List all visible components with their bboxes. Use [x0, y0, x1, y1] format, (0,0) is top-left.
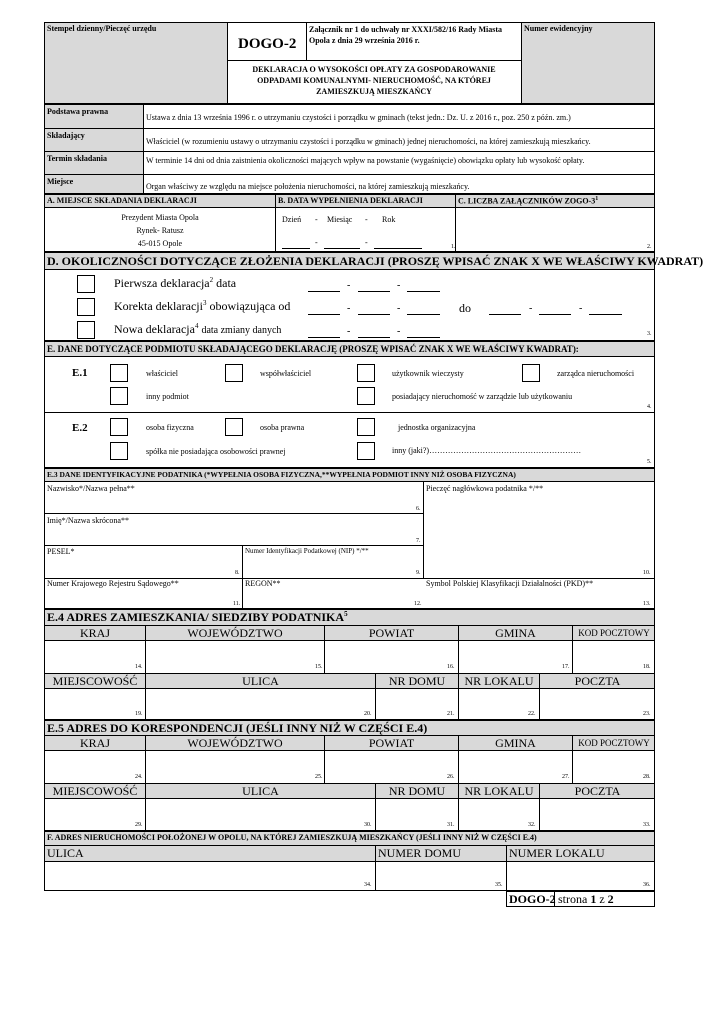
e1-label: E.1 — [72, 367, 88, 379]
house-number-label: NR DOMU — [388, 674, 446, 688]
divider — [44, 151, 655, 152]
first-declaration-day[interactable] — [308, 291, 340, 292]
first-declaration-checkbox[interactable] — [77, 275, 95, 293]
field-number: 12. — [414, 601, 422, 607]
divider — [306, 22, 307, 60]
town-label: MIEJSCOWOŚĆ — [52, 674, 138, 688]
change-date-year[interactable] — [407, 337, 440, 338]
divider — [44, 513, 423, 514]
coowner-checkbox[interactable] — [225, 364, 243, 382]
voivodeship-label: WOJEWÓDZTWO — [187, 626, 283, 640]
field-number: 18. — [643, 664, 651, 670]
section-e-title: E. DANE DOTYCZĄCE PODMIOTU SKŁADAJĄCEGO DEKLARACJĘ (PROSZĘ WPISAĆ ZNAK X WE WŁAŚCIWY KWADRAT): — [47, 344, 579, 354]
nip-field[interactable]: Numer Identyfikacji Podatkowej (NIP) */** — [245, 547, 369, 555]
correction-to-label: do — [459, 301, 471, 315]
date-month-input[interactable] — [324, 248, 360, 249]
perpetual-user-label: użytkownik wieczysty — [392, 369, 464, 378]
county-label: POWIAT — [368, 626, 415, 640]
corr-town-label: MIEJSCOWOŚĆ — [52, 784, 138, 798]
field-number: 5. — [647, 459, 652, 465]
info-text-place: Organ właściwy ze względu na miejsce położenia nieruchomości, na której zamieszkują mieszkańcy. — [146, 182, 470, 191]
divider — [44, 128, 655, 129]
divider — [44, 269, 655, 270]
partnership-label: spółka nie posiadająca osobowości prawnej — [146, 447, 286, 456]
field-number: 28. — [643, 774, 651, 780]
e2-label: E.2 — [72, 422, 88, 434]
info-label-place: Miejsce — [47, 177, 74, 186]
surname-field[interactable]: Nazwisko*/Nazwa pełna** — [47, 484, 135, 493]
field-number: 7. — [416, 538, 421, 544]
date-dash: - — [347, 303, 351, 314]
legal-person-label: osoba prawna — [260, 423, 305, 432]
divider — [143, 104, 144, 194]
field-number: 33. — [643, 822, 651, 828]
divider — [506, 845, 507, 891]
form-code: DOGO-2 — [238, 36, 297, 52]
correction-from-year[interactable] — [407, 314, 440, 315]
info-text-legal-basis: Ustawa z dnia 13 września 1996 r. o utrzymaniu czystości i porządku w gminach (tekst jedn.: Dz. U. z 2016 r., poz. 250 z późn. zm.) — [146, 113, 571, 122]
date-day-label: Dzień — [282, 215, 302, 224]
field-number: 9. — [416, 570, 421, 576]
section-d-title: D. OKOLICZNOŚCI DOTYCZĄCE ZŁOŻENIA DEKLARACJI (PROSZĘ WPISAĆ ZNAK X WE WŁAŚCIWY KWADRAT) — [47, 254, 704, 268]
field-number: 31. — [447, 822, 455, 828]
field-number: 21. — [447, 711, 455, 717]
first-name-field[interactable]: Imię*/Nazwa skrócona** — [47, 516, 129, 525]
other-type-input[interactable]: inny (jaki?)………………………………………………… — [392, 446, 582, 455]
new-declaration-checkbox[interactable] — [77, 321, 95, 339]
owner-label: właściciel — [146, 369, 178, 378]
correction-to-month[interactable] — [539, 314, 571, 315]
office-address-line3: 45-015 Opole — [137, 239, 183, 248]
field-number: 24. — [135, 774, 143, 780]
field-number: 4. — [647, 404, 652, 410]
field-number: 3. — [647, 331, 652, 337]
field-number: 8. — [235, 570, 240, 576]
corr-apartment-number-label: NR LOKALU — [464, 784, 534, 798]
pkd-field[interactable]: Symbol Polskiej Klasyfikacji Działalności (PKD)** — [426, 579, 594, 588]
apartment-number-label: NR LOKALU — [464, 674, 534, 688]
taxpayer-stamp-field[interactable]: Pieczęć nagłówkowa podatnika */** — [426, 484, 544, 493]
section-a-title: A. MIEJSCE SKŁADANIA DEKLARACJI — [47, 196, 197, 205]
form-title: DEKLARACJA O WYSOKOŚCI OPŁATY ZA GOSPODAROWANIE ODPADAMI KOMUNALNYMI- NIERUCHOMOŚĆ, NA KTÓREJ ZAMIESZKUJĄ MIESZKAŃCY — [252, 65, 496, 96]
field-number: 27. — [562, 774, 570, 780]
other-type-checkbox[interactable] — [357, 442, 375, 460]
corr-county-label: POWIAT — [368, 736, 415, 750]
krs-field[interactable]: Numer Krajowego Rejestru Sądowego** — [47, 579, 179, 588]
partnership-checkbox[interactable] — [110, 442, 128, 460]
change-date-day[interactable] — [308, 337, 340, 338]
date-dash: - — [579, 303, 583, 314]
info-label-deadline: Termin składania — [47, 154, 107, 163]
legal-person-checkbox[interactable] — [225, 418, 243, 436]
pesel-field[interactable]: PESEL* — [47, 547, 75, 556]
section-e4-title: E.4 ADRES ZAMIESZKANIA/ SIEDZIBY PODATNIKA$^5$ — [47, 610, 348, 624]
office-address-line1: Prezydent Miasta Opola — [121, 213, 199, 222]
commune-label: GMINA — [495, 626, 536, 640]
corr-postal-code-label: KOD POCZTOWY — [578, 738, 650, 748]
section-b-title: B. DATA WYPEŁNIENIA DEKLARACJI — [278, 196, 423, 205]
divider — [275, 194, 276, 252]
divider — [242, 545, 243, 609]
street-label: ULICA — [242, 674, 279, 688]
corr-street-label: ULICA — [242, 784, 279, 798]
coowner-label: współwłaściciel — [260, 369, 312, 378]
date-year-label: Rok — [382, 215, 396, 224]
date-day-input[interactable] — [282, 248, 310, 249]
info-label-legal-basis: Podstawa prawna — [47, 107, 109, 116]
stamp-label: Stempel dzienny/Pieczęć urzędu — [47, 24, 157, 33]
date-dash: - — [397, 303, 401, 314]
property-house-number-label: NUMER DOMU — [378, 846, 462, 860]
holder-label: posiadający nieruchomość w zarządzie lub użytkowaniu — [392, 392, 573, 401]
new-declaration-label: Nowa deklaracja$^4$ data zmiany danych — [114, 322, 282, 336]
date-dash: - — [397, 280, 401, 291]
divider — [44, 545, 423, 546]
natural-person-checkbox[interactable] — [110, 418, 128, 436]
correction-to-year[interactable] — [589, 314, 622, 315]
date-dash: - — [315, 215, 318, 224]
divider — [44, 207, 655, 208]
date-month-label: Miesiąc — [327, 215, 353, 224]
postal-code-label: KOD POCZTOWY — [578, 628, 650, 638]
footer-form-code: DOGO-2 — [509, 892, 556, 906]
field-number: 20. — [364, 711, 372, 717]
natural-person-label: osoba fizyczna — [146, 423, 194, 432]
divider — [44, 861, 655, 862]
corr-post-office-label: POCZTA — [574, 784, 621, 798]
field-number: 26. — [447, 774, 455, 780]
date-dash: - — [347, 326, 351, 337]
field-number: 22. — [528, 711, 536, 717]
field-number: 11. — [233, 601, 241, 607]
date-year-input[interactable] — [374, 248, 422, 249]
country-label: KRAJ — [79, 626, 110, 640]
field-number: 14. — [135, 664, 143, 670]
correction-from-day[interactable] — [308, 314, 340, 315]
date-dash: - — [365, 215, 368, 224]
field-number: 6. — [416, 506, 421, 512]
field-number: 30. — [364, 822, 372, 828]
first-declaration-label: Pierwsza deklaracja$^2$ data — [114, 276, 237, 290]
info-label-submitter: Składający — [47, 131, 85, 140]
divider — [375, 845, 376, 891]
field-number: 32. — [528, 822, 536, 828]
info-text-submitter: Właściciel (w rozumieniu ustawy o utrzymaniu czystości i porządku w gminach) jednej nieruchomości, na której zamieszkują mieszkańcy. — [146, 137, 591, 146]
page-indicator: strona 1 z 2 — [558, 892, 614, 906]
field-number: 36. — [643, 882, 651, 888]
date-dash: - — [315, 238, 318, 247]
corr-commune-label: GMINA — [495, 736, 536, 750]
field-number: 19. — [135, 711, 143, 717]
section-e5-title: E.5 ADRES DO KORESPONDENCJI (JEŚLI INNY NIŻ W CZĘŚCI E.4) — [47, 721, 428, 735]
date-dash: - — [529, 303, 533, 314]
corr-house-number-label: NR DOMU — [388, 784, 446, 798]
section-c-title: C. LICZBA ZAŁĄCZNIKÓW ZOGO-$3^1$ — [458, 196, 599, 206]
divider — [44, 356, 655, 357]
record-number-label: Numer ewidencyjny — [524, 24, 593, 33]
field-number: 2. — [647, 244, 652, 250]
field-number: 17. — [562, 664, 570, 670]
other-entity-label: inny podmiot — [146, 392, 189, 401]
owner-checkbox[interactable] — [110, 364, 128, 382]
field-number: 35. — [495, 882, 503, 888]
manager-label: zarządca nieruchomości — [557, 369, 635, 378]
divider — [44, 412, 655, 413]
date-dash: - — [347, 280, 351, 291]
correction-checkbox[interactable] — [77, 298, 95, 316]
divider — [44, 481, 655, 482]
divider — [227, 22, 228, 104]
field-number: 34. — [364, 882, 372, 888]
date-dash: - — [397, 326, 401, 337]
attachment-note: Załącznik nr 1 do uchwały nr XXXI/582/16 Rady Miasta Opola z dnia 29 września 2016 r. — [309, 25, 503, 45]
correction-label: Korekta deklaracji$^3$ obowiązująca od — [114, 299, 291, 313]
section-f-title: F. ADRES NIERUCHOMOŚCI POŁOŻONEJ W OPOLU, NA KTÓREJ ZAMIESZKUJĄ MIESZKAŃCY (JEŚLI INNY NIŻ W CZĘŚCI E.4) — [47, 833, 537, 842]
field-number: 13. — [643, 601, 651, 607]
post-office-label: POCZTA — [574, 674, 621, 688]
field-number: 16. — [447, 664, 455, 670]
date-dash: - — [365, 238, 368, 247]
divider — [423, 481, 424, 579]
correction-to-day[interactable] — [489, 314, 521, 315]
manager-checkbox[interactable] — [522, 364, 540, 382]
change-date-month[interactable] — [358, 337, 390, 338]
section-e3-title: E.3 DANE IDENTYFIKACYJNE PODATNIKA (*WYPEŁNIA OSOBA FIZYCZNA,**WYPEŁNIA PODMIOT INNY NIŻ OSOBA FIZYCZNA) — [47, 470, 516, 479]
corr-voivodeship-label: WOJEWÓDZTWO — [187, 736, 283, 750]
holder-checkbox[interactable] — [357, 387, 375, 405]
record-number-area — [522, 23, 654, 103]
info-text-deadline: W terminie 14 dni od dnia zaistnienia okoliczności mających wpływ na powstanie (wygaśnięcie) obowiązku opłaty lub wysokość opłaty. — [146, 156, 585, 165]
field-number: 23. — [643, 711, 651, 717]
perpetual-user-checkbox[interactable] — [357, 364, 375, 382]
org-unit-checkbox[interactable] — [357, 418, 375, 436]
divider — [44, 174, 655, 175]
correction-from-month[interactable] — [358, 314, 390, 315]
first-declaration-year[interactable] — [407, 291, 440, 292]
regon-field[interactable]: REGON** — [245, 579, 281, 588]
property-apartment-number-label: NUMER LOKALU — [509, 846, 605, 860]
corr-country-label: KRAJ — [79, 736, 110, 750]
org-unit-label: jednostka organizacyjna — [398, 423, 476, 432]
field-number: 25. — [315, 774, 323, 780]
divider — [227, 60, 521, 61]
field-number: 15. — [315, 664, 323, 670]
property-street-label: ULICA — [47, 846, 84, 860]
first-declaration-month[interactable] — [358, 291, 390, 292]
office-address-line2: Rynek- Ratusz — [136, 226, 184, 235]
field-number: 29. — [135, 822, 143, 828]
other-entity-checkbox[interactable] — [110, 387, 128, 405]
stamp-area — [45, 23, 227, 103]
field-number: 1. — [451, 244, 456, 250]
field-number: 10. — [643, 570, 651, 576]
